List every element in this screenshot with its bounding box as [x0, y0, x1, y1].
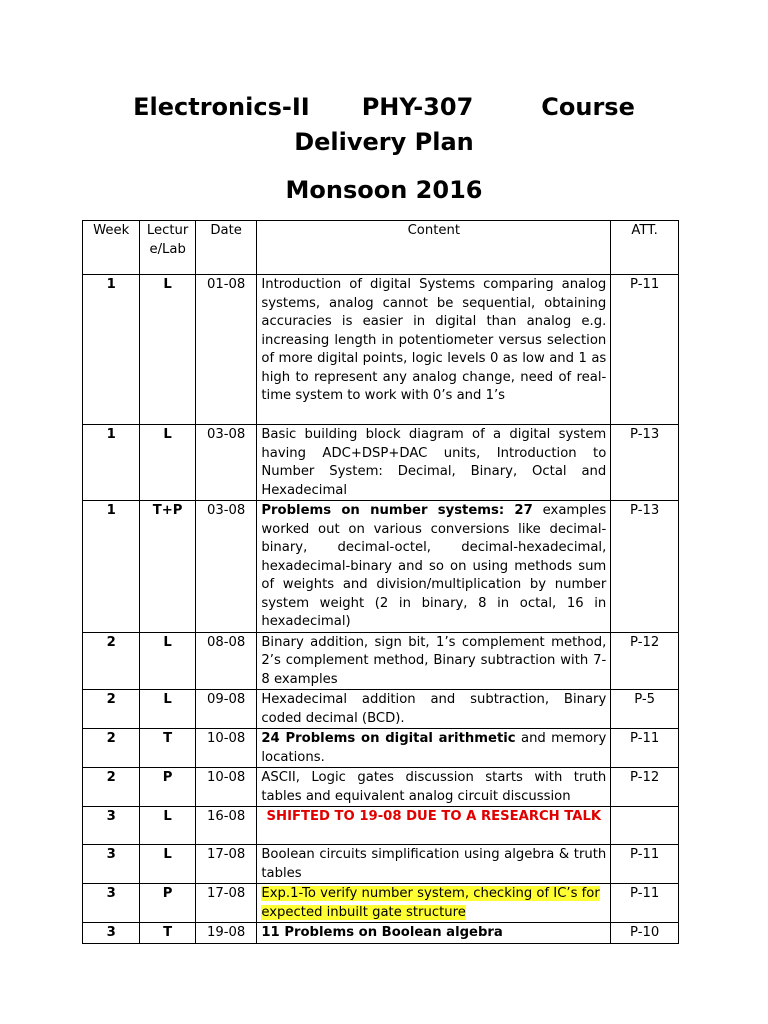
- table-row: [83, 807, 679, 845]
- cell-date: 17-08: [195, 884, 257, 923]
- content-text: ASCII, Logic gates discussion starts with truth tables and equivalent analog circuit discussion: [261, 770, 607, 804]
- table-row: [83, 845, 679, 884]
- cell-content: [257, 729, 611, 768]
- cell-type: T: [140, 923, 195, 944]
- cell-att: P-5: [611, 690, 679, 729]
- cell-att: P-11: [611, 845, 679, 884]
- cell-date: 03-08: [195, 425, 257, 501]
- cell-content: [257, 884, 611, 923]
- cell-week: 2: [83, 729, 140, 768]
- cell-content: [257, 768, 611, 807]
- cell-content: [257, 690, 611, 729]
- content-text: and memory locations.: [261, 731, 607, 765]
- table-row: [83, 729, 679, 768]
- header-lecture-lab: Lecture/Lab: [140, 221, 195, 275]
- content-bold: Problems on number systems: 27: [261, 503, 533, 518]
- course-code: PHY-307: [361, 93, 474, 121]
- table-row: [83, 425, 679, 501]
- cell-week: 3: [83, 845, 140, 884]
- header-att: ATT.: [611, 221, 679, 275]
- content-text: Basic building block diagram of a digital system having ADC+DSP+DAC units, Introduction to Number System: Decimal, Binary, Octal and Hexadecimal: [261, 427, 607, 498]
- table-row: [83, 884, 679, 923]
- cell-type: L: [140, 275, 195, 425]
- shifted-notice: SHIFTED TO 19-08 DUE TO A RESEARCH TALK: [266, 809, 602, 824]
- cell-date: 08-08: [195, 632, 257, 690]
- title-word-course: Course: [541, 93, 635, 121]
- cell-type: L: [140, 425, 195, 501]
- content-bold: 11 Problems on Boolean algebra: [261, 925, 503, 940]
- content-text: Boolean circuits simplification using algebra & truth tables: [261, 847, 607, 881]
- cell-content: [257, 807, 611, 845]
- cell-date: 19-08: [195, 923, 257, 944]
- cell-date: 10-08: [195, 729, 257, 768]
- content-text: Binary addition, sign bit, 1’s complement method, 2’s complement method, Binary subtraction with 7-8 examples: [261, 634, 607, 687]
- cell-content: [257, 425, 611, 501]
- cell-date: 01-08: [195, 275, 257, 425]
- cell-att: P-11: [611, 884, 679, 923]
- cell-type: P: [140, 884, 195, 923]
- cell-att: P-12: [611, 768, 679, 807]
- content-text: Hexadecimal addition and subtraction, Binary coded decimal (BCD).: [261, 692, 607, 726]
- cell-type: L: [140, 690, 195, 729]
- cell-week: 1: [83, 425, 140, 501]
- cell-date: 16-08: [195, 807, 257, 845]
- cell-att: P-13: [611, 425, 679, 501]
- cell-type: T: [140, 729, 195, 768]
- cell-content: [257, 845, 611, 884]
- cell-week: 1: [83, 501, 140, 633]
- cell-att: P-13: [611, 501, 679, 633]
- cell-att: [611, 807, 679, 845]
- table-header-row: [83, 221, 679, 275]
- cell-type: P: [140, 768, 195, 807]
- cell-week: 2: [83, 632, 140, 690]
- document-title-line-2: Delivery Plan: [294, 128, 474, 156]
- content-bold: 24 Problems on digital arithmetic: [261, 731, 516, 746]
- table-row: [83, 690, 679, 729]
- document-subtitle-term: Monsoon 2016: [285, 176, 483, 204]
- content-text: Introduction of digital Systems comparing analog systems, analog cannot be sequential, obtaining accuracies is easier in digital than analog e.g. increasing length in potentiometer versus selection of more digital points, logic levels 0 as low and 1 as high to represent any analog change, need of real-time system to work with 0’s and 1’s: [261, 277, 607, 403]
- header-content: Content: [257, 221, 611, 275]
- header-week: Week: [83, 221, 140, 275]
- header-date: Date: [195, 221, 257, 275]
- cell-content: [257, 632, 611, 690]
- cell-date: 09-08: [195, 690, 257, 729]
- table-row: [83, 632, 679, 690]
- table-row: [83, 501, 679, 633]
- cell-content: [257, 501, 611, 633]
- table-row: [83, 768, 679, 807]
- cell-type: L: [140, 632, 195, 690]
- cell-att: P-10: [611, 923, 679, 944]
- document-title-line-1: [0, 90, 768, 124]
- cell-date: 03-08: [195, 501, 257, 633]
- cell-date: 17-08: [195, 845, 257, 884]
- cell-week: 3: [83, 923, 140, 944]
- cell-week: 3: [83, 884, 140, 923]
- cell-week: 2: [83, 690, 140, 729]
- cell-content: [257, 923, 611, 944]
- cell-content: [257, 275, 611, 425]
- cell-week: 1: [83, 275, 140, 425]
- table-row: [83, 275, 679, 425]
- content-text: examples worked out on various conversions like decimal-binary, decimal-octel, decimal-hexadecimal, hexadecimal-binary and so on using methods sum of weights and division/multiplication by number system weight (2 in binary, 8 in octal, 16 in hexadecimal): [261, 503, 607, 629]
- cell-date: 10-08: [195, 768, 257, 807]
- course-plan-table: [82, 220, 679, 944]
- course-name: Electronics-II: [133, 93, 310, 121]
- cell-att: P-11: [611, 729, 679, 768]
- cell-att: P-12: [611, 632, 679, 690]
- cell-type: T+P: [140, 501, 195, 633]
- cell-type: L: [140, 807, 195, 845]
- highlighted-experiment: Exp.1-To verify number system, checking of IC’s for expected inbuilt gate structure: [261, 886, 600, 920]
- cell-week: 3: [83, 807, 140, 845]
- cell-att: P-11: [611, 275, 679, 425]
- cell-week: 2: [83, 768, 140, 807]
- table-row: [83, 923, 679, 944]
- cell-type: L: [140, 845, 195, 884]
